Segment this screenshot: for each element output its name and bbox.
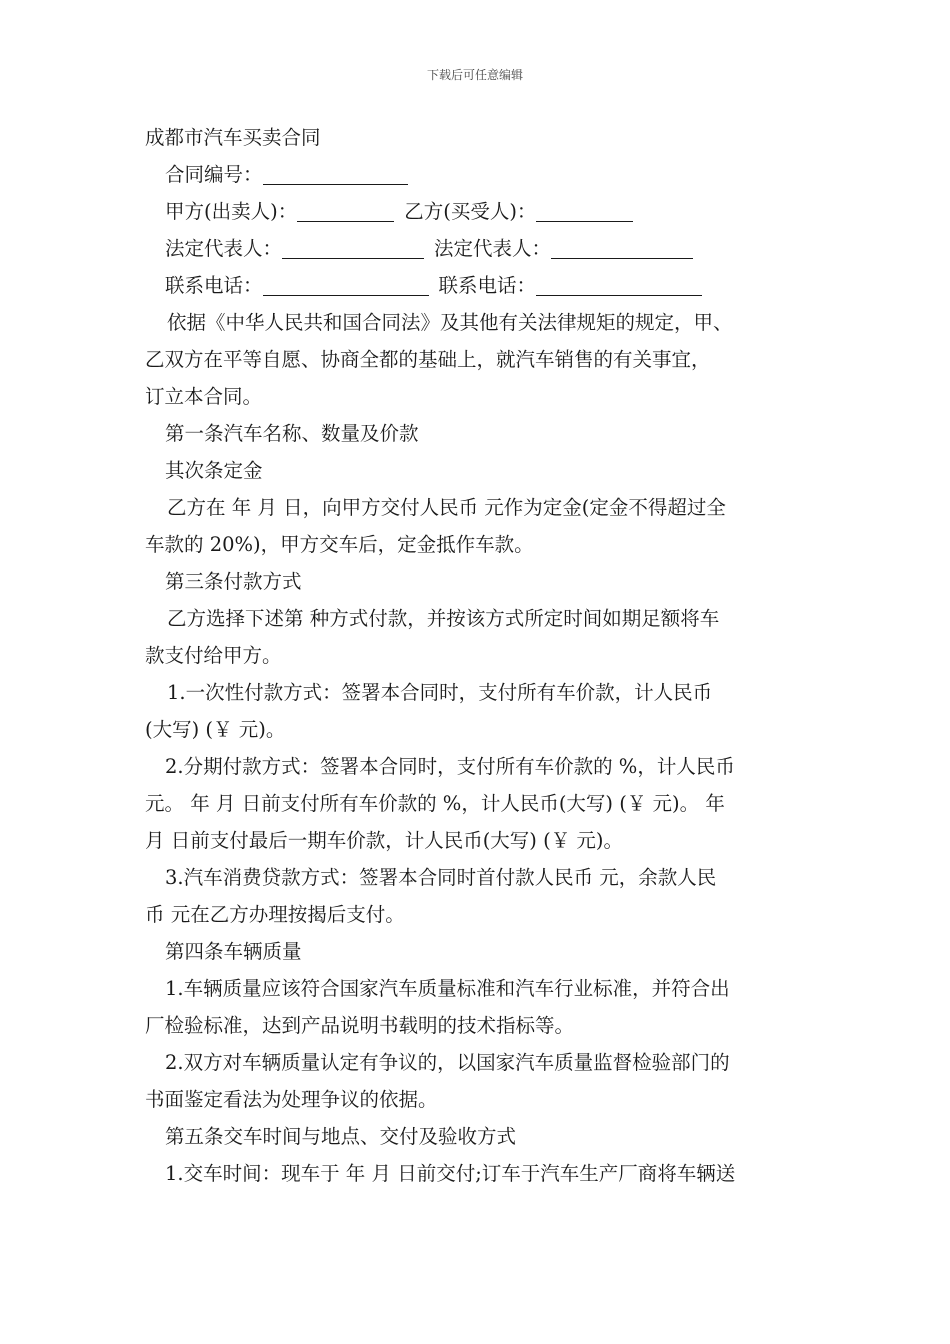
article-2-text: 乙方在 年 月 日，向甲方交付人民币 元作为定金(定金不得超过全 [167,496,726,519]
article-5-item-1: 1.交车时间：现车于 年 月 日前交付;订车于汽车生产厂商将车辆送 [165,1162,736,1185]
article-3-item-3: 3.汽车消费贷款方式：签署本合同时首付款人民币 元，余款人民 [165,866,717,889]
contract-number-blank [263,162,408,185]
article-3-item-1: (大写) (￥ 元)。 [145,718,286,741]
legal-rep-label-a: 法定代表人： [165,237,283,260]
article-5-heading: 第五条交车时间与地点、交付及验收方式 [165,1125,517,1148]
intro-line: 依据《中华人民共和国合同法》及其他有关法律规矩的规定，甲、 [167,311,733,334]
article-4-heading: 第四条车辆质量 [165,940,302,963]
phone-blank-b [536,273,702,296]
contract-title: 成都市汽车买卖合同 [145,126,321,149]
article-1-heading: 第一条汽车名称、数量及价款 [165,422,419,445]
parties-row [145,193,810,230]
phone-row [145,267,810,304]
contract-number-label: 合同编号： [165,163,263,186]
seller-label: 甲方(出卖人)： [165,200,298,223]
legal-rep-label-b: 法定代表人： [434,237,552,260]
article-3-heading: 第三条付款方式 [165,570,302,593]
buyer-label: 乙方(买受人)： [404,200,537,223]
page-header-note: 下载后可任意编辑 [426,68,523,82]
article-4-item-2: 2.双方对车辆质量认定有争议的，以国家汽车质量监督检验部门的 [165,1051,730,1074]
article-4-item-1: 厂检验标准，达到产品说明书载明的技术指标等。 [145,1014,575,1037]
legal-rep-blank-b [551,236,693,259]
contract-body [145,119,810,1192]
phone-label-a: 联系电话： [165,274,263,297]
legal-rep-blank-a [282,236,424,259]
phone-label-b: 联系电话： [438,274,537,297]
intro-line: 订立本合同。 [145,385,263,408]
article-4-item-2: 书面鉴定看法为处理争议的依据。 [145,1088,438,1111]
article-4-item-1: 1.车辆质量应该符合国家汽车质量标准和汽车行业标准，并符合出 [165,977,730,1000]
article-3-item-2: 2.分期付款方式：签署本合同时，支付所有车价款的 %，计人民币 [165,755,735,778]
buyer-blank [536,199,633,222]
article-3-item-2: 元。 年 月 日前支付所有车价款的 %，计人民币(大写) (￥ 元)。 年 [145,792,725,815]
seller-blank [297,199,394,222]
intro-line: 乙双方在平等自愿、协商全都的基础上，就汽车销售的有关事宜， [145,348,711,371]
article-3-item-1: 1.一次性付款方式：签署本合同时，支付所有车价款，计人民币 [167,681,713,704]
article-3-text: 乙方选择下述第 种方式付款，并按该方式所定时间如期足额将车 [167,607,720,630]
article-2-heading: 其次条定金 [165,459,263,482]
legal-rep-row [145,230,810,267]
phone-blank-a [263,273,429,296]
article-3-item-3: 币 元在乙方办理按揭后支付。 [145,903,405,926]
contract-number-row [145,156,810,193]
article-2-text: 车款的 20%)，甲方交车后，定金抵作车款。 [145,533,534,556]
article-3-text: 款支付给甲方。 [145,644,282,667]
article-3-item-2: 月 日前支付最后一期车价款，计人民币(大写) (￥ 元)。 [145,829,624,852]
